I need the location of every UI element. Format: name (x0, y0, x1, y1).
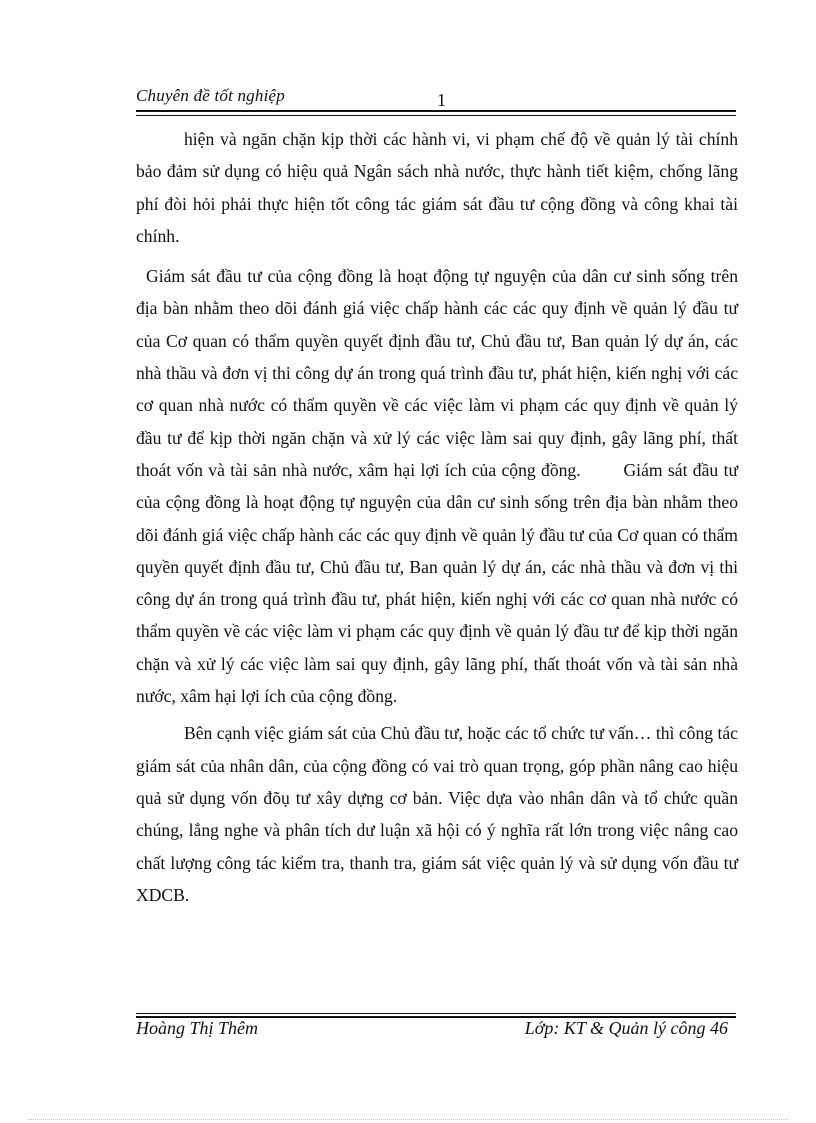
body-paragraph: Giám sát đầu tư của cộng đồng là hoạt động tự nguyện của dân cư sinh sống trên địa bàn nhằm theo dõi đánh giá việc chấp hành các các quy định về quản lý đầu tư của Cơ quan có thẩm quyền quyết định đầu tư, Chủ đầu tư, Ban quản lý dự án, các nhà thầu và đơn vị thi công dự án trong quá trình đầu tư, phát hiện, kiến nghị với các cơ quan nhà nước có thẩm quyền về các việc làm vi phạm các quy định về quản lý đầu tư để kịp thời ngăn chặn và xử lý các việc làm sai quy định, gây lãng phí, thất thoát vốn và tài sản nhà nước, xâm hại lợi ích của cộng đồng. Giám sát đầu tư của cộng đồng là hoạt động tự nguyện của dân cư sinh sống trên địa bàn nhằm theo dõi đánh giá việc chấp hành các các quy định về quản lý đầu tư của Cơ quan có thẩm quyền quyết định đầu tư, Chủ đầu tư, Ban quản lý dự án, các nhà thầu và đơn vị thi công dự án trong quá trình đầu tư, phát hiện, kiến nghị với các cơ quan nhà nước có thẩm quyền về các việc làm vi phạm các quy định về quản lý đầu tư để kịp thời ngăn chặn và xử lý các việc làm sai quy định, gây lãng phí, thất thoát vốn và tài sản nhà nước, xâm hại lợi ích của cộng đồng. (136, 266, 743, 707)
body-paragraph: hiện và ngăn chặn kịp thời các hành vi, vi phạm chế độ về quản lý tài chính bảo đảm sử dụng có hiệu quả Ngân sách nhà nước, thực hành tiết kiệm, chống lãng phí đòi hỏi phải thực hiện tốt công tác giám sát đầu tư cộng đồng và công khai tài chính. (136, 129, 738, 246)
header-rule-thick (136, 110, 736, 112)
header-rule-thin (136, 115, 736, 116)
footer-rule-thin (136, 1013, 736, 1014)
document-title: Chuyên đề tốt nghiệp (136, 86, 285, 105)
document-body (136, 123, 743, 911)
footer-author: Hoàng Thị Thêm (136, 1018, 259, 1038)
body-paragraph: Bên cạnh việc giám sát của Chủ đầu tư, hoặc các tổ chức tư vấn… thì công tác giám sát của nhân dân, của cộng đồng có vai trò quan trọng, góp phần nâng cao hiệu quả sử dụng vốn đõụ tư xây dựng cơ bản. Việc dựa vào nhân dân và tổ chức quần chúng, lắng nghe và phân tích dư luận xã hội có ý nghĩa rất lớn trong việc nâng cao chất lượng công tác kiểm tra, thanh tra, giám sát việc quản lý và sử dụng vốn đầu tư XDCB. (136, 723, 738, 905)
footer-class: Lớp: KT & Quản lý công 46 (524, 1018, 728, 1038)
page-edge-dotted-line (28, 1119, 788, 1120)
page-number: 1 (437, 90, 446, 110)
